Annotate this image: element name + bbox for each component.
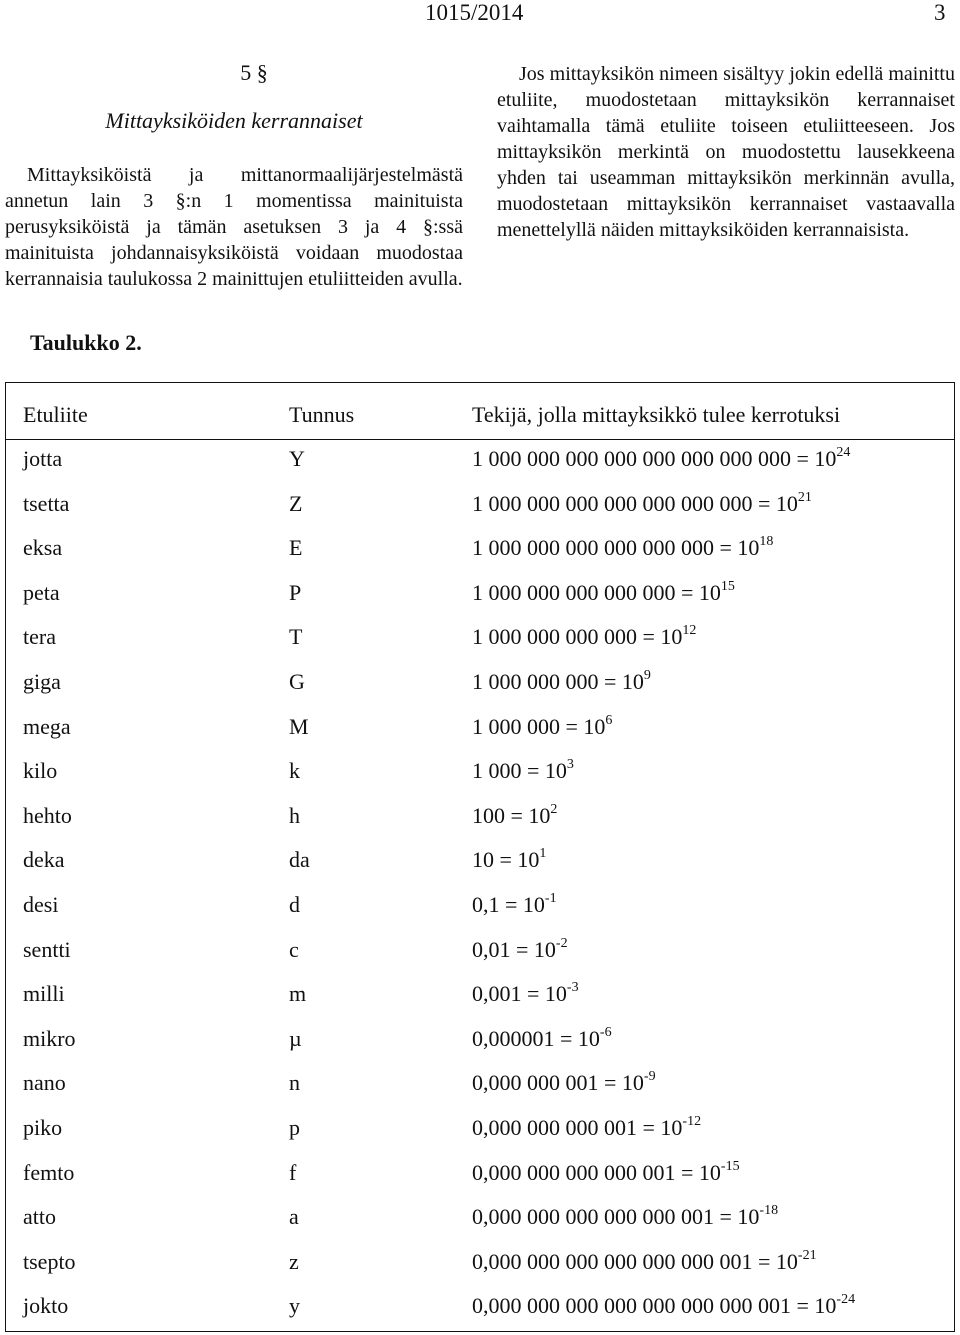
- table-row: [6, 615, 954, 659]
- factor-cell: [472, 883, 557, 927]
- table-header-row: [6, 391, 954, 440]
- table-row: [6, 1017, 954, 1061]
- prefix-cell: tera: [23, 624, 56, 650]
- symbol-cell: a: [289, 1204, 299, 1230]
- table-row: [6, 705, 954, 749]
- symbol-cell: Y: [289, 446, 305, 471]
- factor-exponent: 18: [759, 534, 774, 550]
- factor-exponent: -15: [720, 1158, 740, 1174]
- table-row: [6, 1195, 954, 1239]
- prefix-cell: jokto: [23, 1293, 69, 1319]
- factor-exponent: -24: [836, 1292, 856, 1308]
- document-number: 1015/2014: [425, 0, 524, 25]
- symbol-cell: T: [289, 624, 303, 650]
- factor-value: 0,01 = 10: [472, 936, 556, 962]
- table-row: [6, 928, 954, 972]
- factor-cell: [472, 749, 574, 793]
- symbol-cell: G: [289, 669, 305, 694]
- factor-exponent: 21: [797, 489, 812, 505]
- factor-value: 0,000 000 000 000 000 001 = 10: [472, 1204, 760, 1230]
- table-row: [6, 1106, 954, 1150]
- table-row: [6, 749, 954, 793]
- table-row: [6, 794, 954, 838]
- factor-exponent: 9: [643, 668, 651, 683]
- factor-cell: [472, 1240, 817, 1284]
- symbol-cell: Z: [289, 490, 303, 516]
- prefix-cell: deka: [23, 847, 65, 873]
- section-number: 5 §: [240, 60, 268, 85]
- table-row: [6, 883, 954, 927]
- symbol-cell: da: [289, 847, 310, 873]
- factor-cell: [472, 526, 773, 570]
- factor-exponent: -1: [544, 891, 557, 906]
- factor-value: 0,1 = 10: [472, 892, 545, 917]
- factor-exponent: 2: [550, 801, 558, 817]
- factor-value: 10 = 10: [472, 847, 540, 873]
- prefix-cell: eksa: [23, 535, 63, 561]
- section-title: Mittayksiköiden kerrannaiset: [105, 108, 363, 133]
- symbol-cell: n: [289, 1070, 300, 1096]
- table-row: [6, 660, 954, 704]
- factor-cell: [472, 928, 568, 972]
- factor-value: 1 000 000 000 000 000 = 10: [472, 579, 721, 605]
- right-column: [497, 61, 955, 243]
- factor-cell: [472, 660, 651, 704]
- factor-exponent: 24: [836, 445, 851, 460]
- table-row: [6, 1061, 954, 1105]
- symbol-cell: p: [289, 1115, 300, 1140]
- left-paragraph: Mittayksiköistä ja mittanormaalijärjestelmästä annetun lain 3 §:n 1 momentissa mainituista perusyksiköistä ja tämän asetuksen 3 ja 4 §:ssä mainituista johdannaisyksiköistä voidaan muodostaa kerrannaisia taulukossa 2 mainittujen etuliitteiden avulla.: [5, 164, 463, 290]
- table-row: [6, 571, 954, 615]
- factor-cell: [472, 972, 579, 1016]
- column-header-symbol: Tunnus: [289, 402, 355, 427]
- symbol-cell: k: [289, 758, 300, 784]
- prefix-table: [5, 382, 955, 1332]
- factor-exponent: -21: [797, 1247, 817, 1263]
- left-column: [5, 58, 463, 292]
- table-row: [6, 838, 954, 882]
- factor-value: 0,000 000 001 = 10: [472, 1070, 644, 1096]
- prefix-cell: jotta: [23, 446, 63, 471]
- page-header: [0, 0, 960, 30]
- symbol-cell: m: [289, 981, 307, 1007]
- factor-cell: [472, 838, 546, 882]
- column-header-factor: Tekijä, jolla mittayksikkö tulee kerrotuksi: [472, 402, 841, 427]
- factor-exponent: -18: [759, 1203, 779, 1219]
- factor-cell: [472, 1106, 701, 1150]
- prefix-cell: atto: [23, 1204, 56, 1230]
- factor-exponent: -12: [682, 1114, 702, 1129]
- factor-value: 1 000 000 = 10: [472, 713, 606, 739]
- prefix-cell: piko: [23, 1115, 63, 1140]
- factor-cell: [472, 794, 557, 838]
- factor-exponent: -6: [599, 1024, 612, 1040]
- factor-value: 0,000001 = 10: [472, 1025, 600, 1051]
- factor-exponent: 12: [682, 623, 697, 639]
- factor-exponent: 3: [566, 757, 574, 773]
- table-row: [6, 437, 954, 481]
- prefix-cell: femto: [23, 1159, 75, 1185]
- factor-value: 1 000 000 000 000 000 000 000 = 10: [472, 490, 798, 516]
- factor-cell: [472, 1017, 612, 1061]
- factor-value: 0,000 000 000 000 001 = 10: [472, 1159, 721, 1185]
- factor-cell: [472, 705, 612, 749]
- column-header-prefix: Etuliite: [23, 402, 88, 427]
- table-row: [6, 1284, 954, 1328]
- factor-value: 0,000 000 000 000 000 000 001 = 10: [472, 1248, 798, 1274]
- symbol-cell: µ: [289, 1025, 302, 1051]
- symbol-cell: d: [289, 892, 300, 917]
- factor-value: 0,000 000 000 001 = 10: [472, 1115, 683, 1140]
- factor-cell: [472, 1195, 778, 1239]
- table-row: [6, 1240, 954, 1284]
- prefix-cell: hehto: [23, 802, 72, 828]
- factor-value: 0,000 000 000 000 000 000 000 001 = 10: [472, 1293, 837, 1319]
- prefix-cell: mikro: [23, 1025, 76, 1051]
- factor-value: 1 000 = 10: [472, 758, 567, 784]
- factor-value: 1 000 000 000 000 000 000 000 000 = 10: [472, 446, 837, 471]
- factor-cell: [472, 1151, 740, 1195]
- factor-exponent: -2: [555, 935, 568, 951]
- prefix-cell: tsepto: [23, 1248, 76, 1274]
- symbol-cell: y: [289, 1293, 300, 1319]
- symbol-cell: E: [289, 535, 303, 561]
- table-row: [6, 526, 954, 570]
- page-number: 3: [934, 0, 946, 25]
- symbol-cell: c: [289, 936, 299, 962]
- factor-cell: [472, 1284, 855, 1328]
- symbol-cell: P: [289, 579, 302, 605]
- symbol-cell: h: [289, 802, 300, 828]
- factor-value: 100 = 10: [472, 802, 551, 828]
- prefix-cell: milli: [23, 981, 65, 1007]
- factor-cell: [472, 615, 696, 659]
- table-row: [6, 482, 954, 526]
- prefix-cell: kilo: [23, 758, 58, 784]
- symbol-cell: M: [289, 713, 309, 739]
- prefix-cell: peta: [23, 579, 60, 605]
- symbol-cell: f: [289, 1159, 297, 1185]
- factor-value: 1 000 000 000 000 000 000 = 10: [472, 535, 760, 561]
- factor-value: 1 000 000 000 = 10: [472, 669, 644, 694]
- factor-exponent: -3: [566, 980, 579, 996]
- factor-value: 0,001 = 10: [472, 981, 567, 1007]
- prefix-cell: sentti: [23, 936, 71, 962]
- right-paragraph: Jos mittayksikön nimeen sisältyy jokin edellä mainittu etuliite, muodostetaan mittayksikön kerrannaiset vaihtamalla tämä etuliite toiseen etuliitteeseen. Jos mittayksikön merkintä on muodostettu lausekkeena yhden tai useamman mittayksikön merkinnän avulla, muodostetaan mittayksikön kerrannaiset vastaavalla menettelyllä näiden mittayksiköiden kerrannaisista.: [497, 63, 955, 241]
- factor-cell: [472, 571, 735, 615]
- prefix-cell: tsetta: [23, 490, 70, 516]
- table-row: [6, 972, 954, 1016]
- prefix-cell: desi: [23, 892, 59, 917]
- factor-exponent: -9: [643, 1069, 656, 1085]
- table-caption: Taulukko 2.: [30, 330, 142, 355]
- prefix-cell: nano: [23, 1070, 66, 1096]
- factor-exponent: 15: [720, 578, 735, 594]
- prefix-cell: mega: [23, 713, 71, 739]
- factor-cell: [472, 1061, 656, 1105]
- factor-cell: [472, 482, 812, 526]
- factor-cell: [472, 437, 850, 481]
- table-row: [6, 1151, 954, 1195]
- symbol-cell: z: [289, 1248, 299, 1274]
- prefix-cell: giga: [23, 669, 61, 694]
- factor-value: 1 000 000 000 000 = 10: [472, 624, 683, 650]
- factor-exponent: 1: [539, 846, 547, 862]
- factor-exponent: 6: [605, 712, 613, 728]
